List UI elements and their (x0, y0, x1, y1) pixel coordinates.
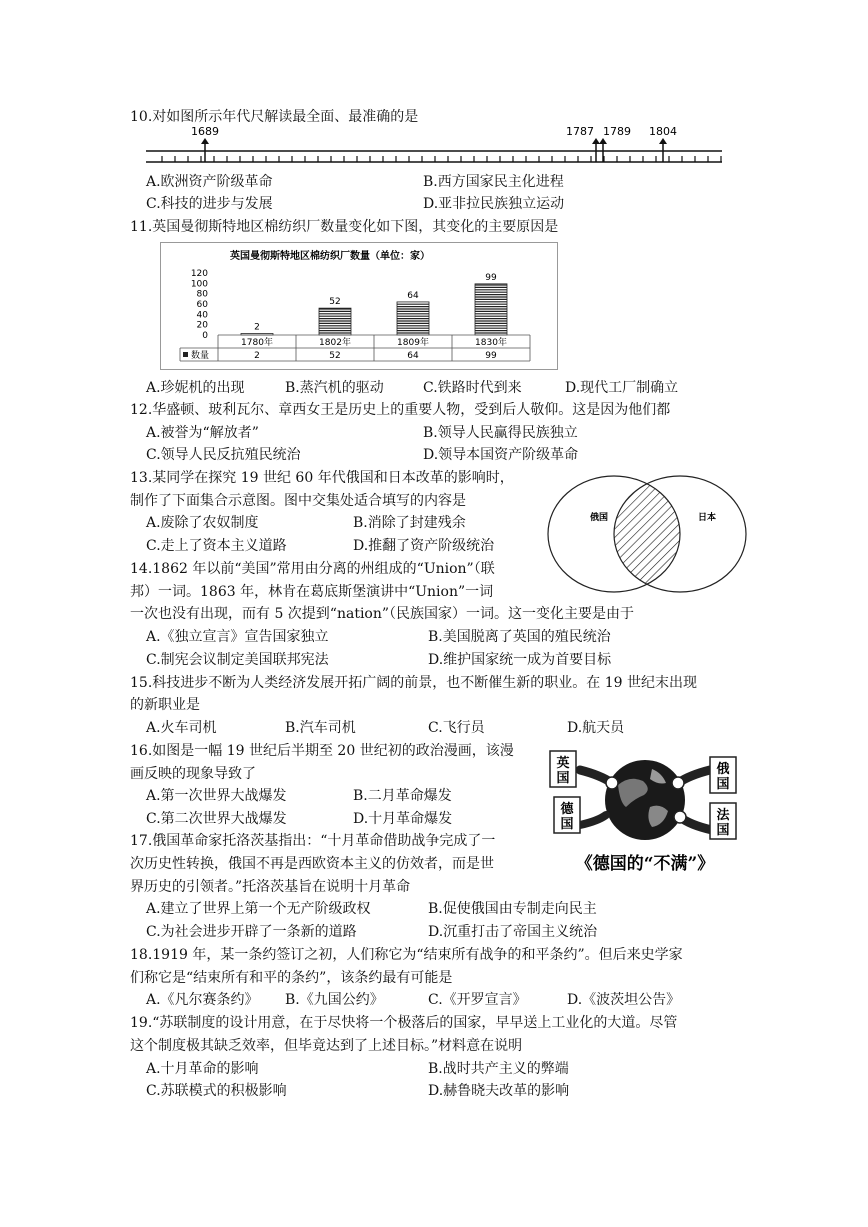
svg-text:国: 国 (560, 817, 574, 832)
q18-stem-line-2: 们称它是“结束所有和平的条约”，该条约最有可能是 (130, 970, 453, 986)
q14-stem-line-1: 14.1862 年以前“美国”常用由分离的州组成的“Union”（联 (130, 561, 495, 577)
political-cartoon (540, 745, 750, 880)
q12-stem: 12.华盛顿、玻利瓦尔、章西女王是历史上的重要人物，受到后人敬仰。这是因为他们都 (130, 402, 671, 418)
q15-option-d[interactable]: D.航天员 (567, 720, 625, 736)
q10-stem: 10.对如图所示年代尺解读最全面、最准确的是 (130, 109, 419, 125)
q19-option-b[interactable]: B.战时共产主义的弊端 (428, 1061, 569, 1077)
svg-text:国: 国 (716, 823, 730, 838)
q13-option-b[interactable]: B.消除了封建残余 (353, 515, 466, 531)
q15-stem-line-1: 15.科技进步不断为人类经济发展开拓广阔的前景，也不断催生新的职业。在 19 世纪末出现 (130, 675, 697, 691)
q13-option-a[interactable]: A.废除了农奴制度 (146, 515, 259, 531)
q11-option-a[interactable]: A.珍妮机的出现 (146, 380, 245, 396)
q10-option-b[interactable]: B.西方国家民主化进程 (423, 174, 564, 190)
q16-stem-line-2: 画反映的现象导致了 (130, 766, 256, 782)
q15-option-c[interactable]: C.飞行员 (428, 720, 485, 736)
q17-stem-line-2: 次历史性转换，俄国不再是西欧资本主义的仿效者，而是世 (130, 856, 494, 872)
venn-label-japan: 日本 (697, 513, 717, 523)
cartoon-label-russia: 俄 (716, 762, 730, 777)
q14-option-d[interactable]: D.维护国家统一成为首要目标 (428, 652, 612, 668)
q11-option-c[interactable]: C.铁路时代到来 (423, 380, 522, 396)
q18-option-b[interactable]: B.《九国公约》 (285, 992, 384, 1008)
q16-stem-line-1: 16.如图是一幅 19 世纪后半期至 20 世纪初的政治漫画，该漫 (130, 743, 514, 759)
q13-stem-line-1: 13.某同学在探究 19 世纪 60 年代俄国和日本改革的影响时， (130, 470, 514, 486)
cartoon-label-britain: 英 (556, 756, 570, 771)
timeline-ticks (162, 156, 721, 162)
y-tick-label: 60 (196, 300, 208, 310)
legend-label: 数量 (191, 351, 210, 361)
q10-option-a[interactable]: A.欧洲资产阶级革命 (146, 174, 273, 190)
y-tick-label: 0 (202, 331, 208, 341)
q12-option-c[interactable]: C.领导人民反抗殖民统治 (146, 447, 301, 463)
q14-option-a[interactable]: A.《独立宣言》宣告国家独立 (146, 629, 329, 645)
svg-text:国: 国 (716, 777, 730, 792)
q10-option-d[interactable]: D.亚非拉民族独立运动 (423, 196, 565, 212)
category-label: 1830年 (475, 338, 507, 348)
category-label: 1809年 (397, 338, 429, 348)
cartoon-label-germany: 德 (560, 802, 574, 817)
cartoon-label-france: 法 (716, 808, 730, 823)
q19-option-a[interactable]: A.十月革命的影响 (146, 1061, 259, 1077)
q12-option-d[interactable]: D.领导本国资产阶级革命 (423, 447, 579, 463)
q17-option-a[interactable]: A.建立了世界上第一个无产阶级政权 (146, 901, 371, 917)
timeline-label-1804: 1804 (649, 125, 677, 138)
bar-value-label: 99 (485, 272, 497, 283)
globe-image (605, 760, 685, 840)
q18-option-d[interactable]: D.《波茨坦公告》 (567, 992, 681, 1008)
q13-option-d[interactable]: D.推翻了资产阶级统治 (353, 538, 495, 554)
q15-stem-line-2: 的新职业是 (130, 697, 200, 713)
q14-option-c[interactable]: C.制宪会议制定美国联邦宪法 (146, 652, 329, 668)
y-tick-label: 40 (196, 310, 208, 321)
q16-option-a[interactable]: A.第一次世界大战爆发 (146, 788, 287, 804)
q19-stem-line-1: 19.“苏联制度的设计用意，在于尽快将一个极落后的国家，早早送上工业化的大道。尽管 (130, 1015, 678, 1031)
q17-stem-line-3: 界历史的引领者。”托洛茨基旨在说明十月革命 (130, 879, 411, 895)
timeline-label-1789: 1789 (603, 125, 631, 138)
q17-option-b[interactable]: B.促使俄国由专制走向民主 (428, 901, 597, 917)
q15-option-b[interactable]: B.汽车司机 (285, 720, 356, 736)
timeline-marker-1804 (649, 125, 677, 162)
category-label: 1780年 (241, 338, 273, 348)
q12-option-b[interactable]: B.领导人民赢得民族独立 (423, 425, 578, 441)
q18-option-a[interactable]: A.《凡尔赛条约》 (146, 992, 259, 1008)
q17-option-d[interactable]: D.沉重打击了帝国主义统治 (428, 924, 598, 940)
cartoon-caption: 《德国的“不满”》 (575, 854, 715, 874)
q17-option-c[interactable]: C.为社会进步开辟了一条新的道路 (146, 924, 357, 940)
q13-option-c[interactable]: C.走上了资本主义道路 (146, 538, 287, 554)
table-value: 52 (329, 351, 341, 361)
timeline-label-1689: 1689 (191, 125, 219, 138)
q19-option-d[interactable]: D.赫鲁晓夫改革的影响 (428, 1083, 570, 1099)
q13-stem-line-2: 制作了下面集合示意图。图中交集处适合填写的内容是 (130, 493, 466, 509)
bar-value-label: 2 (254, 322, 260, 333)
venn-diagram (544, 472, 754, 596)
q16-option-d[interactable]: D.十月革命爆发 (353, 811, 453, 827)
q16-option-c[interactable]: C.第二次世界大战爆发 (146, 811, 287, 827)
q18-option-c[interactable]: C.《开罗宣言》 (428, 992, 527, 1008)
table-value: 64 (407, 351, 419, 361)
q17-stem-line-1: 17.俄国革命家托洛茨基指出：“十月革命借助战争完成了一 (130, 833, 496, 849)
q14-stem-line-2: 邦）一词。1863 年，林肯在葛底斯堡演讲中“Union”一词 (130, 584, 494, 600)
chart-title: 英国曼彻斯特地区棉纺织厂数量（单位：家） (230, 251, 430, 262)
q18-stem-line-1: 18.1919 年，某一条约签订之初，人们称它为“结束所有战争的和平条约”。但后来史学家 (130, 947, 683, 963)
y-tick-label: 120 (190, 269, 208, 279)
q15-option-a[interactable]: A.火车司机 (146, 720, 217, 736)
bar-value-label: 64 (407, 290, 419, 301)
bar-value-label: 52 (329, 297, 341, 308)
q14-option-b[interactable]: B.美国脱离了英国的殖民统治 (428, 629, 611, 645)
svg-text:国: 国 (556, 771, 570, 786)
timeline-figure (140, 125, 725, 167)
q11-option-b[interactable]: B.蒸汽机的驱动 (285, 380, 384, 396)
y-tick-label: 80 (196, 289, 208, 300)
timeline-label-1787: 1787 (566, 125, 594, 138)
category-label: 1802年 (319, 338, 351, 348)
table-value: 2 (254, 351, 260, 361)
q11-stem: 11.英国曼彻斯特地区棉纺织厂数量变化如下图，其变化的主要原因是 (130, 219, 559, 235)
q10-option-c[interactable]: C.科技的进步与发展 (146, 196, 273, 212)
venn-label-russia: 俄国 (589, 513, 609, 523)
q19-stem-line-2: 这个制度极其缺乏效率，但毕竟达到了上述目标。”材料意在说明 (130, 1038, 523, 1054)
timeline-marker-1689 (191, 125, 219, 162)
q11-option-d[interactable]: D.现代工厂制确立 (565, 380, 679, 396)
factory-bar-chart (160, 242, 558, 370)
y-tick-label: 20 (196, 320, 208, 331)
legend-swatch (183, 352, 188, 357)
table-value: 99 (485, 351, 497, 361)
q16-option-b[interactable]: B.二月革命爆发 (353, 788, 452, 804)
y-tick-label: 100 (190, 279, 208, 290)
timeline-marker-1787 (566, 125, 600, 162)
q12-option-a[interactable]: A.被誉为“解放者” (146, 425, 259, 441)
q14-stem-line-3: 一次也没有出现，而有 5 次提到“nation”（民族国家）一词。这一变化主要是由于 (130, 606, 635, 622)
q19-option-c[interactable]: C.苏联模式的积极影响 (146, 1083, 287, 1099)
